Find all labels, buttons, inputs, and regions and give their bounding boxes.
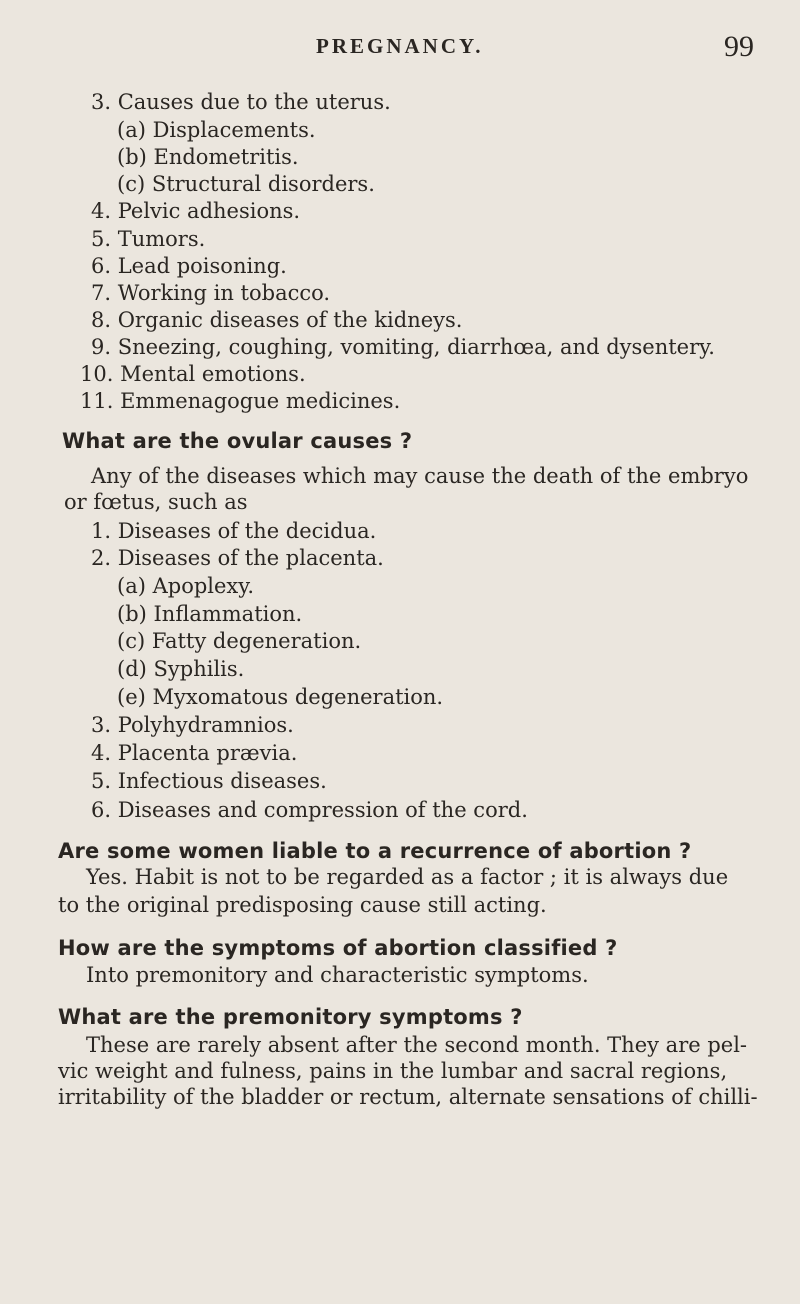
list-item: (a) Displacements. — [117, 118, 316, 142]
running-title: PREGNANCY. — [316, 34, 484, 58]
list-item: 6. Lead poisoning. — [91, 254, 287, 278]
list-item: 3. Causes due to the uterus. — [91, 90, 391, 114]
list-item: 8. Organic diseases of the kidneys. — [91, 308, 463, 332]
question-heading: Are some women liable to a recurrence of abortion ? — [58, 839, 692, 863]
answer-text: vic weight and fulness, pains in the lumbar and sacral regions, — [58, 1059, 728, 1083]
list-item: 4. Placenta prævia. — [91, 741, 298, 765]
list-item: (c) Structural disorders. — [117, 172, 375, 196]
page-header — [0, 30, 800, 74]
question-heading: What are the ovular causes ? — [62, 429, 413, 453]
list-item: (c) Fatty degeneration. — [117, 629, 362, 653]
answer-text: Any of the diseases which may cause the death of the embryo — [91, 464, 749, 488]
list-item: 7. Working in tobacco. — [91, 281, 331, 305]
answer-text: or fœtus, such as — [64, 490, 248, 514]
list-item: 10. Mental emotions. — [80, 362, 306, 386]
answer-text: These are rarely absent after the second month. They are pel- — [86, 1033, 748, 1057]
list-item: (a) Apoplexy. — [117, 574, 255, 598]
answer-text: irritability of the bladder or rectum, alternate sensations of chilli- — [58, 1085, 758, 1109]
list-item: 11. Emmenagogue medicines. — [80, 389, 401, 413]
list-item: 1. Diseases of the decidua. — [91, 519, 377, 543]
question-heading: What are the premonitory symptoms ? — [58, 1005, 523, 1029]
list-item: 4. Pelvic adhesions. — [91, 199, 301, 223]
list-item: 6. Diseases and compression of the cord. — [91, 798, 528, 822]
answer-text: to the original predisposing cause still acting. — [58, 893, 547, 917]
answer-text: Yes. Habit is not to be regarded as a factor ; it is always due — [86, 865, 729, 889]
list-item: 3. Polyhydramnios. — [91, 713, 294, 737]
question-heading: How are the symptoms of abortion classified ? — [58, 936, 618, 960]
list-item: 5. Infectious diseases. — [91, 769, 327, 793]
list-item: 9. Sneezing, coughing, vomiting, diarrhœa, and dysentery. — [91, 335, 715, 359]
list-item: 5. Tumors. — [91, 227, 206, 251]
list-item: (b) Inflammation. — [117, 602, 303, 626]
list-item: 2. Diseases of the placenta. — [91, 546, 384, 570]
list-item: (e) Myxomatous degeneration. — [117, 685, 444, 709]
list-item: (b) Endometritis. — [117, 145, 299, 169]
page-number: 99 — [724, 30, 754, 63]
answer-text: Into premonitory and characteristic symptoms. — [86, 963, 589, 987]
list-item: (d) Syphilis. — [117, 657, 245, 681]
